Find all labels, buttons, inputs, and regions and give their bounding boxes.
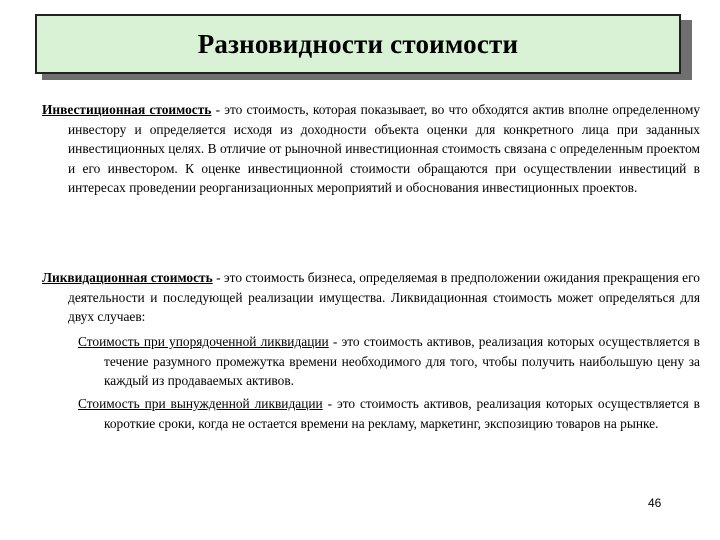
slide-title: Разновидности стоимости bbox=[197, 28, 519, 59]
page-number: 46 bbox=[648, 496, 662, 510]
liquidation-value-text: - это стоимость бизнеса, определяемая в предположении ожидания прекращения его деятельности и последующей реализации имущества. Ликвидационная стоимость может определяться для двух случаев: bbox=[68, 270, 700, 325]
forced-liquidation-paragraph bbox=[78, 394, 700, 433]
orderly-liquidation-paragraph bbox=[78, 332, 700, 391]
liquidation-value-paragraph bbox=[42, 268, 700, 327]
investment-value-term: Инвестиционная стоимость bbox=[42, 102, 212, 117]
liquidation-value-term: Ликвидационная стоимость bbox=[42, 270, 213, 285]
title-box bbox=[35, 14, 681, 74]
orderly-liquidation-text: - это стоимость активов, реализация которых осуществляется в течение разумного промежутка времени необходимого для того, чтобы получить наибольшую цену за каждый из продаваемых активов. bbox=[104, 334, 700, 389]
forced-liquidation-text: - это стоимость активов, реализация которых осуществляется в короткие сроки, когда не остается времени на рекламу, маркетинг, экспозицию товаров на рынке. bbox=[104, 396, 700, 431]
investment-value-paragraph bbox=[42, 100, 700, 198]
forced-liquidation-term: Стоимость при вынужденной ликвидации bbox=[78, 396, 323, 411]
investment-value-text: - это стоимость, которая показывает, во что обходятся актив вполне определенному инвестору и определяется исходя из доходности объекта оценки для конкретного лица при заданных инвестиционных целях. В отличие от рыночной инвестиционная стоимость связана с определенным проектом и его инвестором. К оценке инвестиционной стоимости обращаются при осуществлении инвестиций в интересах проведении реорганизационных мероприятий и обоснования инвестиционных проектов. bbox=[68, 102, 701, 196]
orderly-liquidation-term: Стоимость при упорядоченной ликвидации bbox=[78, 334, 329, 349]
